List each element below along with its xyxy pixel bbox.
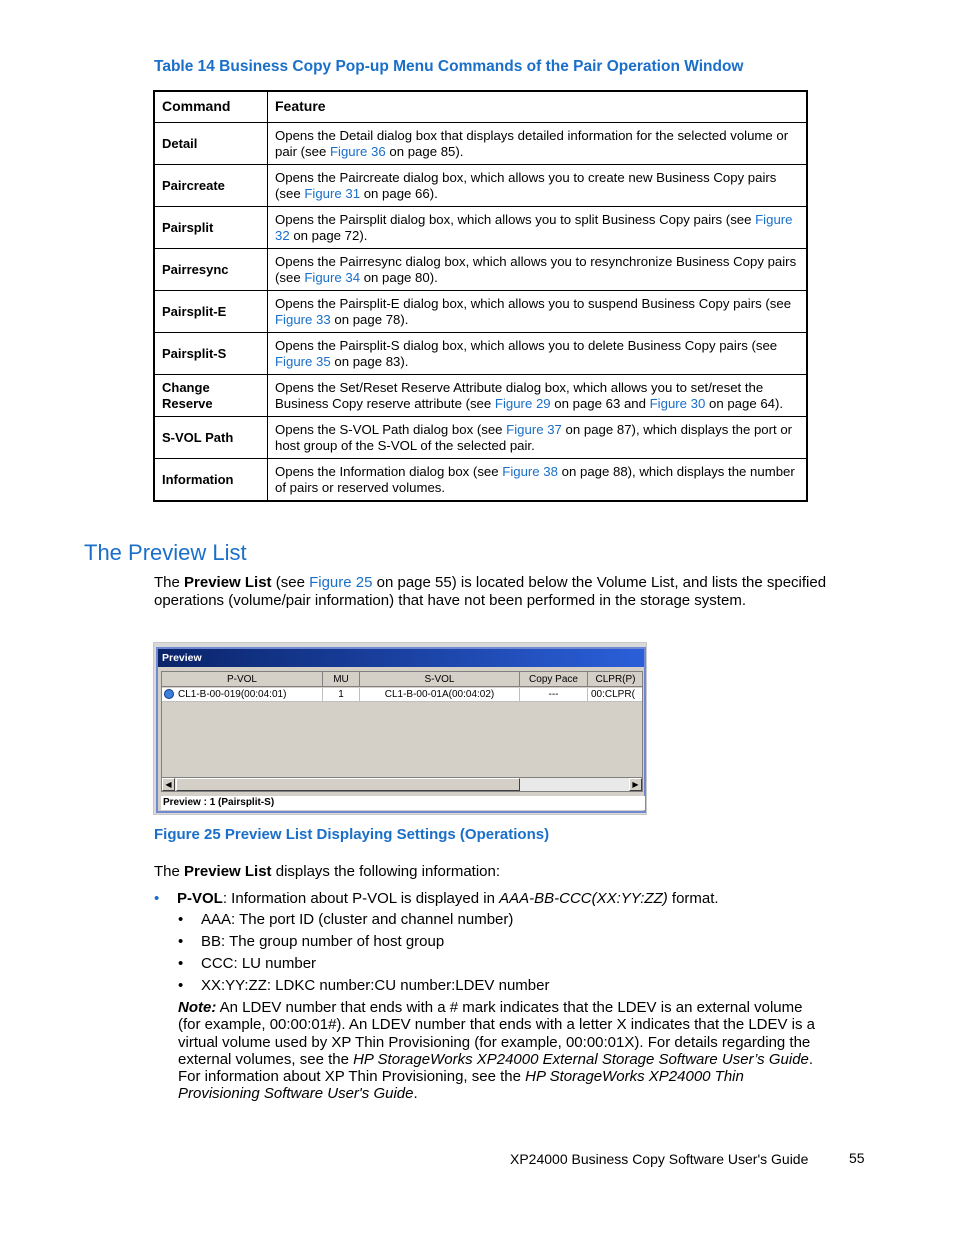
bullet-icon: • xyxy=(154,890,160,907)
pair-status-icon xyxy=(164,689,174,699)
table-row xyxy=(154,333,807,375)
bullet-icon: • xyxy=(178,977,184,994)
pvol-bullet-text xyxy=(177,890,719,908)
feature-text: on page 72). xyxy=(289,227,368,243)
table-row xyxy=(154,417,807,459)
command-cell: Pairsplit xyxy=(154,207,268,249)
commands-table xyxy=(153,90,808,502)
figure-link[interactable]: Figure 34 xyxy=(304,269,361,285)
pvol-format: AAA-BB-CCC(XX:YY:ZZ) xyxy=(499,890,668,907)
displays-paragraph xyxy=(154,863,844,881)
feature-text: Opens the Pairsplit-E dialog box, which allows you to suspend Business Copy pairs (see xyxy=(275,296,792,311)
intro-text: The xyxy=(154,574,185,591)
feature-text: Opens the Pairresync dialog box, which allows you to resynchronize Business Copy pairs (see xyxy=(275,254,797,285)
note-text: . For information about XP Thin Provisioning, see the xyxy=(178,1050,814,1086)
pvol-desc: : Information about P-VOL is displayed in xyxy=(222,890,500,907)
feature-text: on page 80). xyxy=(360,269,438,285)
feature-column-header: Feature xyxy=(268,91,808,123)
feature-cell xyxy=(268,375,808,417)
command-cell: Pairresync xyxy=(154,249,268,291)
figure-link[interactable]: Figure 38 xyxy=(502,464,558,479)
preview-row-pvol[interactable] xyxy=(162,688,323,702)
preview-window xyxy=(156,647,646,813)
preview-grid xyxy=(161,671,643,791)
table-row xyxy=(154,123,807,165)
scroll-right-icon[interactable]: ▶ xyxy=(629,778,642,791)
footer-title: XP24000 Business Copy Software User's Guide xyxy=(510,1151,809,1167)
displays-text: displays the following information: xyxy=(271,863,501,880)
note-text: . xyxy=(413,1085,418,1103)
feature-cell xyxy=(268,249,808,291)
feature-cell xyxy=(268,207,808,249)
figure-25-link[interactable]: Figure 25 xyxy=(309,574,373,591)
feature-text: on page 87), which displays the port or host group of the S-VOL of the selected pair. xyxy=(275,422,793,453)
preview-row-copy-pace[interactable]: --- xyxy=(520,688,588,702)
preview-title-bar: Preview xyxy=(158,649,644,667)
intro-bold-term: Preview List xyxy=(184,574,272,591)
scroll-left-icon[interactable]: ◀ xyxy=(162,778,175,791)
note-text: An LDEV number that ends with a # mark indicates that the LDEV is an external volume (for example, 00:00:01#). An LDEV number that ends with a letter X indicates that the LDEV is a virtual volume used by XP Thin Provisioning (for example, 00:00:01X). For details regarding the external volumes, see the xyxy=(178,999,816,1068)
preview-row-mu[interactable]: 1 xyxy=(323,688,360,702)
command-cell: Information xyxy=(154,459,268,502)
feature-text: Opens the Set/Reset Reserve Attribute dialog box, which allows you to set/reset the Business Copy reserve attribute (see xyxy=(275,380,764,411)
feature-text: Opens the Paircreate dialog box, which allows you to create new Business Copy pairs (see xyxy=(275,170,777,201)
note-label: Note: xyxy=(178,999,217,1016)
feature-text: Opens the Information dialog box (see xyxy=(275,464,503,479)
column-header-svol[interactable]: S-VOL xyxy=(360,672,520,687)
table-caption: Table 14 Business Copy Pop-up Menu Commands of the Pair Operation Window xyxy=(154,58,744,75)
figure-link[interactable]: Figure 29 xyxy=(494,395,551,411)
bullet-icon: • xyxy=(178,933,184,950)
page-number: 55 xyxy=(849,1150,865,1166)
command-cell: Pairsplit-S xyxy=(154,333,268,375)
preview-status-text: Preview : 1 (Pairsplit-S) xyxy=(161,796,645,810)
figure-link[interactable]: Figure 35 xyxy=(275,353,331,369)
table-row xyxy=(154,165,807,207)
figure-caption: Figure 25 Preview List Displaying Settings (Operations) xyxy=(154,826,550,843)
figure-link[interactable]: Figure 31 xyxy=(304,185,361,201)
figure-link[interactable]: Figure 37 xyxy=(506,422,562,437)
figure-link[interactable]: Figure 36 xyxy=(329,143,386,159)
sub-bullet-text: CCC: LU number xyxy=(201,955,317,972)
feature-text: on page 63 and xyxy=(550,395,650,411)
table-header-row xyxy=(154,91,807,123)
note-guide-title: HP StorageWorks XP24000 External Storage Software User’s Guide xyxy=(353,1050,809,1068)
intro-paragraph xyxy=(154,574,844,610)
feature-text: on page 66). xyxy=(360,185,438,201)
column-header-mu[interactable]: MU xyxy=(323,672,360,687)
figure-link[interactable]: Figure 32 xyxy=(275,212,793,243)
sub-bullet-text: XX:YY:ZZ: LDKC number:CU number:LDEV number xyxy=(201,977,550,994)
figure-link[interactable]: Figure 30 xyxy=(649,395,706,411)
feature-text: on page 64). xyxy=(705,395,784,411)
preview-screenshot xyxy=(153,642,647,815)
preview-row-clpr[interactable]: 00:CLPR( xyxy=(588,688,643,702)
pvol-term: P-VOL xyxy=(177,890,223,907)
scrollbar-thumb[interactable] xyxy=(176,778,520,791)
column-header-clpr[interactable]: CLPR(P) xyxy=(588,672,643,687)
table-row xyxy=(154,207,807,249)
command-cell: Pairsplit-E xyxy=(154,291,268,333)
figure-link[interactable]: Figure 33 xyxy=(275,311,331,327)
feature-cell xyxy=(268,333,808,375)
column-header-pvol[interactable]: P-VOL xyxy=(162,672,323,687)
column-header-copy-pace[interactable]: Copy Pace xyxy=(520,672,588,687)
command-cell: Detail xyxy=(154,123,268,165)
feature-text: on page 85). xyxy=(385,143,464,159)
feature-cell xyxy=(268,417,808,459)
command-cell: S-VOL Path xyxy=(154,417,268,459)
section-heading: The Preview List xyxy=(84,540,247,565)
feature-text: Opens the Detail dialog box that displays detailed information for the selected volume or pair (see xyxy=(275,128,789,159)
table-row xyxy=(154,291,807,333)
intro-text: on page 55) is located below the Volume List, and lists the specified operations (volume/pair information) that have not been performed in the storage system. xyxy=(154,574,827,609)
bullet-icon: • xyxy=(178,955,184,972)
table-row xyxy=(154,375,807,417)
displays-bold-term: Preview List xyxy=(184,863,272,880)
feature-cell xyxy=(268,165,808,207)
command-cell: Change Reserve xyxy=(154,375,268,417)
feature-cell xyxy=(268,123,808,165)
displays-text: The xyxy=(154,863,185,880)
horizontal-scrollbar[interactable] xyxy=(161,777,643,792)
feature-text: Opens the S-VOL Path dialog box (see xyxy=(275,422,507,437)
pvol-desc-end: format. xyxy=(667,890,719,907)
bullet-icon: • xyxy=(178,911,184,928)
table-row xyxy=(154,249,807,291)
feature-text: on page 78). xyxy=(330,311,409,327)
intro-text: (see xyxy=(271,574,310,591)
sub-bullet-text: BB: The group number of host group xyxy=(201,933,445,950)
feature-text: Opens the Pairsplit-S dialog box, which allows you to delete Business Copy pairs (see xyxy=(275,338,778,353)
command-column-header: Command xyxy=(154,91,268,123)
feature-text: Opens the Pairsplit dialog box, which allows you to split Business Copy pairs (see xyxy=(275,212,756,227)
feature-cell xyxy=(268,459,808,502)
feature-text: on page 88), which displays the number of pairs or reserved volumes. xyxy=(275,464,795,495)
feature-cell xyxy=(268,291,808,333)
command-cell: Paircreate xyxy=(154,165,268,207)
note-guide-title: HP StorageWorks XP24000 Thin Provisioning Software User's Guide xyxy=(178,1068,744,1103)
sub-bullet-text: AAA: The port ID (cluster and channel number) xyxy=(201,911,514,928)
preview-row-svol[interactable]: CL1-B-00-01A(00:04:02) xyxy=(360,688,520,702)
pvol-value: CL1-B-00-019(00:04:01) xyxy=(178,689,287,700)
note-paragraph xyxy=(178,999,823,1103)
feature-text: on page 83). xyxy=(330,353,409,369)
table-row xyxy=(154,459,807,502)
